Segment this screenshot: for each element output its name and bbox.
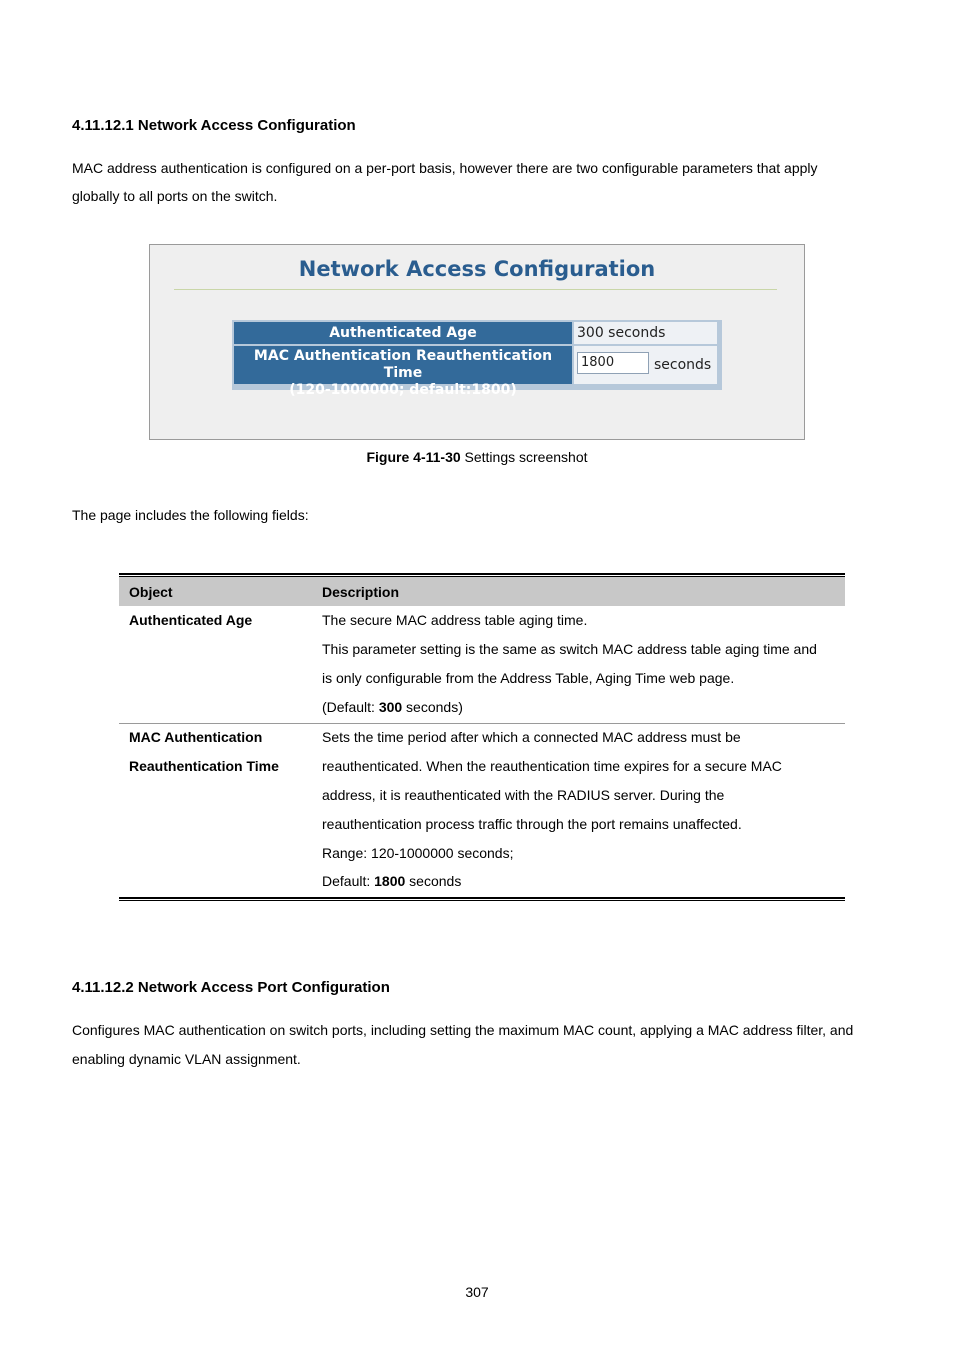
- header-description: Description: [322, 584, 400, 600]
- row2-default-value: 1800: [374, 873, 406, 889]
- header-object: Object: [129, 584, 173, 600]
- row1-desc-line-3: is only configurable from the Address Table, Aging Time web page.: [322, 670, 735, 686]
- settings-screenshot: [149, 244, 805, 440]
- row1-desc-line-1: The secure MAC address table aging time.: [322, 612, 588, 628]
- fields-intro: The page includes the following fields:: [72, 507, 309, 523]
- row2-desc-line-3: address, it is reauthenticated with the RADIUS server. During the: [322, 787, 725, 803]
- row1-default-suffix: seconds): [402, 699, 463, 715]
- row2-range: Range: 120-1000000 seconds;: [322, 845, 514, 861]
- reauthentication-time-label-line-1: MAC Authentication Reauthentication Time: [253, 348, 553, 381]
- figure-caption: [0, 449, 954, 465]
- authenticated-age-label: Authenticated Age: [234, 322, 572, 344]
- figure-caption-text: Settings screenshot: [460, 449, 588, 465]
- row2-desc-line-1: Sets the time period after which a connected MAC address must be: [322, 729, 741, 745]
- reauthentication-time-unit: seconds: [654, 357, 712, 373]
- table-top-rule: [119, 573, 845, 575]
- page-number: 307: [465, 1284, 489, 1300]
- row2-desc-line-4: reauthentication process traffic through the port remains unaffected.: [322, 816, 742, 832]
- screenshot-title: Network Access Configuration: [298, 257, 656, 281]
- row1-default: [322, 693, 463, 722]
- table-header-row: [119, 577, 845, 606]
- row-object-authenticated-age: Authenticated Age: [129, 612, 253, 628]
- config-table: [232, 320, 722, 398]
- reauthentication-time-label-line-2: (120-1000000; default:1800): [289, 382, 517, 398]
- screenshot-title-divider: [174, 289, 777, 290]
- section-intro-line-2: globally to all ports on the switch.: [72, 188, 278, 204]
- table-bottom-rule: [119, 897, 845, 899]
- section-heading-network-access-port-configuration: 4.11.12.2 Network Access Port Configuration: [72, 979, 390, 996]
- row2-object-line-1: MAC Authentication: [129, 729, 263, 745]
- table-bottom-rule-inner: [119, 900, 845, 901]
- row2-desc-line-2: reauthenticated. When the reauthentication time expires for a secure MAC: [322, 758, 782, 774]
- row1-default-value: 300: [378, 699, 403, 715]
- reauthentication-time-cell: [574, 346, 717, 384]
- row2-default: [322, 867, 461, 896]
- section-heading-network-access-configuration: 4.11.12.1 Network Access Configuration: [72, 117, 356, 134]
- authenticated-age-value: 300 seconds: [574, 322, 717, 344]
- figure-number: Figure 4-11-30: [366, 449, 461, 465]
- row1-desc-line-2: This parameter setting is the same as switch MAC address table aging time and: [322, 641, 817, 657]
- reauthentication-time-input[interactable]: 1800: [577, 352, 649, 374]
- reauthentication-time-label: [234, 346, 572, 398]
- row2-default-prefix: Default:: [322, 873, 375, 889]
- section2-intro-line-2: enabling dynamic VLAN assignment.: [72, 1051, 301, 1067]
- section-intro-line-1: MAC address authentication is configured on a per-port basis, however there are two configurable parameters that apply: [72, 160, 818, 176]
- row2-object-line-2: Reauthentication Time: [129, 758, 279, 774]
- row2-default-suffix: seconds: [405, 873, 462, 889]
- row1-default-prefix: (Default:: [322, 699, 379, 715]
- section2-intro-line-1: Configures MAC authentication on switch ports, including setting the maximum MAC count, applying a MAC address filter, and: [72, 1022, 854, 1038]
